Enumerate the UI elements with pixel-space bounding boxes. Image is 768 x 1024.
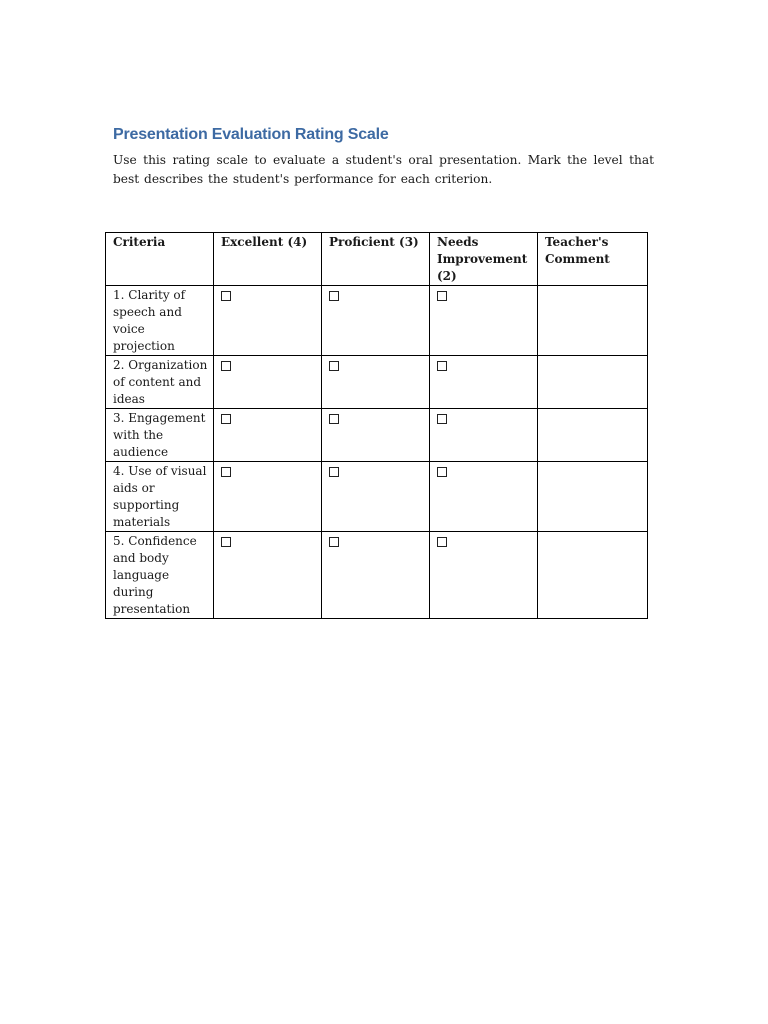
rating-cell-excellent — [214, 462, 322, 532]
teacher-comment-cell[interactable] — [538, 532, 648, 619]
rating-cell-proficient — [322, 356, 430, 409]
table-row — [106, 409, 648, 462]
rating-cell-excellent — [214, 532, 322, 619]
table-row — [106, 356, 648, 409]
rating-cell-needs-improvement — [430, 532, 538, 619]
checkbox-empty-icon[interactable] — [221, 537, 231, 547]
criterion-cell: 4. Use of visual aids or supporting materials — [106, 462, 214, 532]
intro-paragraph: Use this rating scale to evaluate a student's oral presentation. Mark the level that best describes the student's performance for each criterion. — [113, 153, 654, 186]
rating-cell-excellent — [214, 286, 322, 356]
table-row — [106, 532, 648, 619]
rating-cell-proficient — [322, 409, 430, 462]
rating-cell-needs-improvement — [430, 286, 538, 356]
header-needs-improvement: Needs Improvement (2) — [430, 233, 538, 286]
checkbox-empty-icon[interactable] — [221, 467, 231, 477]
checkbox-empty-icon[interactable] — [437, 537, 447, 547]
checkbox-empty-icon[interactable] — [437, 291, 447, 301]
teacher-comment-cell[interactable] — [538, 462, 648, 532]
checkbox-empty-icon[interactable] — [329, 414, 339, 424]
criterion-cell: 3. Engagement with the audience — [106, 409, 214, 462]
checkbox-empty-icon[interactable] — [437, 414, 447, 424]
criterion-cell: 5. Confidence and body language during presentation — [106, 532, 214, 619]
table-row — [106, 462, 648, 532]
header-proficient: Proficient (3) — [322, 233, 430, 286]
criterion-cell: 2. Organization of content and ideas — [106, 356, 214, 409]
table-row — [106, 286, 648, 356]
checkbox-empty-icon[interactable] — [329, 467, 339, 477]
rating-cell-needs-improvement — [430, 356, 538, 409]
rating-cell-excellent — [214, 409, 322, 462]
header-criteria: Criteria — [106, 233, 214, 286]
document-title: Presentation Evaluation Rating Scale — [113, 126, 389, 143]
criterion-cell: 1. Clarity of speech and voice projection — [106, 286, 214, 356]
rating-table-container — [105, 232, 648, 619]
teacher-comment-cell[interactable] — [538, 409, 648, 462]
document-body — [113, 124, 654, 189]
checkbox-empty-icon[interactable] — [221, 414, 231, 424]
table-body — [106, 286, 648, 619]
table-header-row — [106, 233, 648, 286]
rating-cell-needs-improvement — [430, 462, 538, 532]
rating-cell-proficient — [322, 286, 430, 356]
teacher-comment-cell[interactable] — [538, 286, 648, 356]
teacher-comment-cell[interactable] — [538, 356, 648, 409]
header-excellent: Excellent (4) — [214, 233, 322, 286]
rating-cell-proficient — [322, 532, 430, 619]
checkbox-empty-icon[interactable] — [329, 537, 339, 547]
checkbox-empty-icon[interactable] — [437, 361, 447, 371]
checkbox-empty-icon[interactable] — [221, 291, 231, 301]
checkbox-empty-icon[interactable] — [329, 361, 339, 371]
checkbox-empty-icon[interactable] — [221, 361, 231, 371]
checkbox-empty-icon[interactable] — [437, 467, 447, 477]
header-teacher-comment: Teacher's Comment — [538, 233, 648, 286]
rating-scale-table — [105, 232, 648, 619]
checkbox-empty-icon[interactable] — [329, 291, 339, 301]
rating-cell-excellent — [214, 356, 322, 409]
rating-cell-needs-improvement — [430, 409, 538, 462]
rating-cell-proficient — [322, 462, 430, 532]
